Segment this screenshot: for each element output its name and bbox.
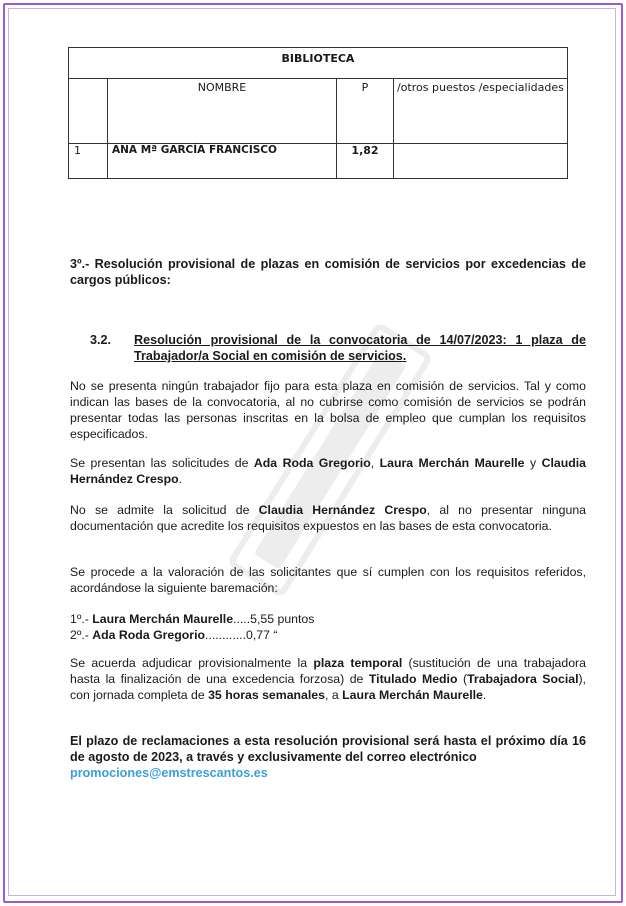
row-score: 1,82 [337, 144, 394, 179]
text: (sustitución de una trabajadora hasta la finalización de una excedencia forzosa) de [70, 656, 586, 686]
emphasis: Trabajadora Social [467, 672, 579, 686]
text: El plazo de reclamaciones a esta resolución provisional será hasta el próximo día 16 de agosto de 2023, a través y exclusivamente del correo electrónico [70, 734, 586, 764]
header-index [69, 79, 108, 144]
ranking-item [70, 611, 314, 627]
row-index: 1 [69, 144, 108, 179]
section-number: 3.2. [90, 333, 112, 347]
rank-position: 1º.- [70, 612, 93, 626]
section-3-heading: 3º.- Resolución provisional de plazas en comisión de servicios por excedencias de cargos públicos: [70, 257, 586, 287]
table-header-row [69, 79, 568, 144]
text: ), con jornada completa de [70, 672, 587, 702]
table-row [69, 144, 568, 179]
rank-dots: ..... [233, 612, 251, 626]
text: Se acuerda adjudicar provisionalmente la [70, 656, 314, 670]
text: No se admite la solicitud de [70, 503, 259, 517]
applicant-name: Claudia Hernández Crespo [258, 503, 427, 517]
ranking-item [70, 627, 277, 643]
header-nombre: NOMBRE [108, 79, 337, 144]
paragraph-reclamaciones [70, 733, 586, 781]
paragraph-no-admite [70, 502, 586, 534]
rank-score: 0,77 “ [246, 628, 278, 642]
applicant-name: Laura Merchán Maurelle [379, 456, 525, 470]
table-title: BIBLIOTECA [69, 48, 568, 79]
emphasis: 35 horas semanales [208, 688, 325, 702]
text: , [370, 456, 380, 470]
paragraph-valoracion: Se procede a la valoración de las solicitantes que sí cumplen con los requisitos referidos, acordándose la siguiente baremación: [70, 565, 586, 595]
applicant-name: Claudia Hernández Crespo [70, 456, 587, 486]
text: y [524, 456, 542, 470]
rank-name: Laura Merchán Maurelle [92, 612, 234, 626]
header-otros: /otros puestos /especialidades [394, 79, 568, 144]
rank-name: Ada Roda Gregorio [92, 628, 205, 642]
text: , a [325, 688, 343, 702]
header-p: P [337, 79, 394, 144]
paragraph-solicitudes [70, 455, 586, 487]
emphasis: Titulado Medio [368, 672, 458, 686]
text: , al no presentar ninguna documentación que acredite los requisitos expuestos en las bases de esta convocatoria. [70, 503, 587, 533]
emphasis: plaza temporal [313, 656, 403, 670]
text: ( [457, 672, 468, 686]
text: . [482, 688, 487, 702]
biblioteca-table [68, 47, 568, 179]
paragraph-adjudicacion [70, 655, 586, 703]
rank-dots: ............ [205, 628, 246, 642]
emphasis: Laura Merchán Maurelle [342, 688, 483, 702]
rank-position: 2º.- [70, 628, 93, 642]
text: . [178, 472, 183, 486]
applicant-name: Ada Roda Gregorio [253, 456, 371, 470]
email-link[interactable]: promociones@emstrescantos.es [70, 766, 268, 780]
rank-score: 5,55 puntos [250, 612, 315, 626]
paragraph-no-fijo: No se presenta ningún trabajador fijo para esta plaza en comisión de servicios. Tal y como indican las bases de la convocatoria, al no cubrirse como comisión de servicios se podrán presentar todas las personas inscritas en la bolsa de empleo que cumplan los requisitos especificados. [70, 379, 586, 441]
row-other [394, 144, 568, 179]
row-name: ANA Mª GARCÍA FRANCISCO [108, 144, 337, 179]
text: Se presentan las solicitudes de [70, 456, 254, 470]
section-title: Resolución provisional de la convocatoria de 14/07/2023: 1 plaza de Trabajador/a Social en comisión de servicios. [134, 333, 586, 363]
